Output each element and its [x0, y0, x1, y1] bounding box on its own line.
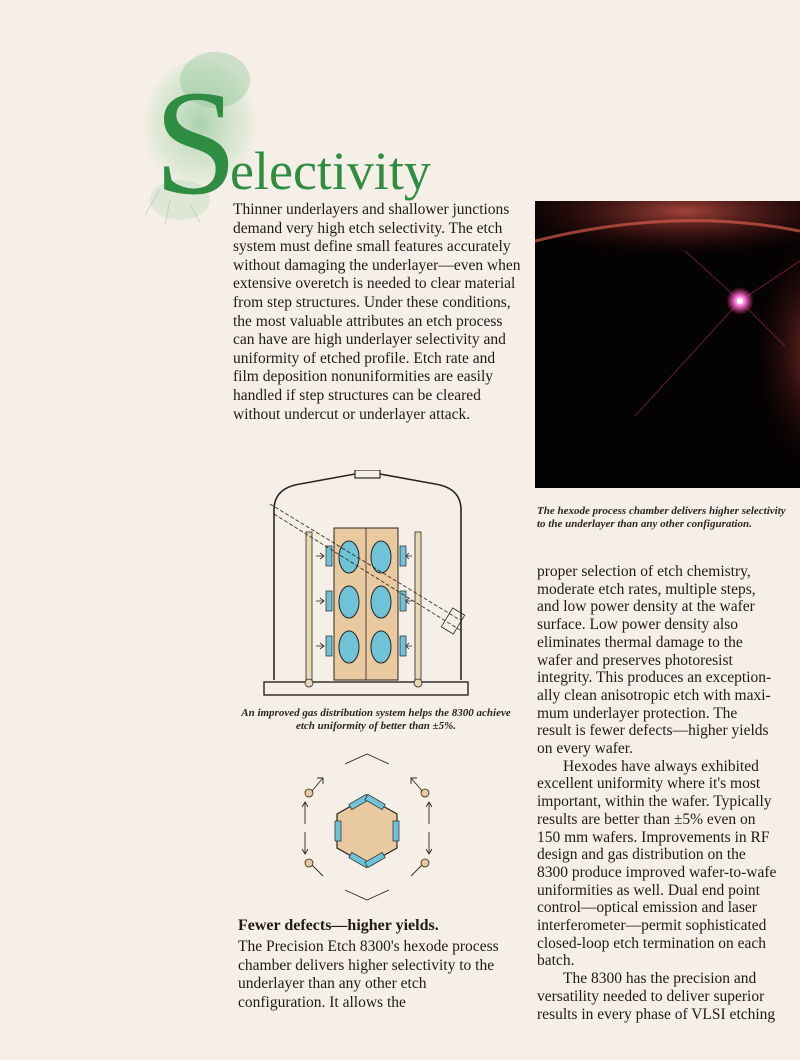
chamber-caption: An improved gas distribution system helps the 8300 achieve etch uniformity of better than ±5%.: [241, 707, 511, 732]
right-paragraph-1: [537, 563, 800, 758]
text-line: eliminates thermal damage to the: [537, 633, 743, 651]
photo-caption: The hexode process chamber delivers higher selectivity to the underlayer than any other configuration.: [537, 505, 786, 530]
text-line: 150 mm wafers. Improvements in RF: [537, 828, 770, 846]
text-line: on every wafer.: [537, 740, 633, 758]
section-heading: Fewer defects—higher yields.: [238, 917, 439, 934]
text-line: The 8300 has the precision and: [563, 970, 757, 988]
text-line: integrity. This produces an exception-: [537, 669, 772, 687]
right-paragraph-3: [537, 970, 800, 1023]
text-line: design and gas distribution on the: [537, 846, 746, 864]
text-line: mum underlayer protection. The: [537, 704, 738, 722]
hexode-chamber-photo: [535, 201, 800, 488]
text-line: surface. Low power density also: [537, 616, 739, 634]
chamber-diagram: [260, 470, 475, 700]
text-line: interferometer—permit sophisticated: [537, 917, 767, 935]
right-column-text: [537, 563, 800, 1023]
text-line: results in every phase of VLSI etching: [537, 1005, 776, 1023]
text-line: uniformities as well. Dual end point: [537, 881, 760, 899]
text-line: 8300 produce improved wafer-to-wafe: [537, 863, 777, 881]
text-line: Hexodes have always exhibited: [563, 757, 759, 775]
text-line: result is fewer defects—higher yields: [537, 722, 769, 740]
text-line: wafer and preserves photoresist: [537, 651, 733, 669]
text-line: closed-loop etch termination on each: [537, 934, 766, 952]
text-line: batch.: [537, 952, 575, 970]
text-line: proper selection of etch chemistry,: [537, 563, 751, 580]
text-line: ally clean anisotropic etch with maxi-: [537, 686, 771, 704]
hexode-top-view-diagram: [297, 752, 437, 902]
text-line: results are better than ±5% even on: [537, 810, 756, 828]
text-line: moderate etch rates, multiple steps,: [537, 580, 756, 598]
section-body-left: The Precision Etch 8300's hexode process chamber delivers higher selectivity to the underlayer than any other etch configuration. It allows the: [238, 938, 499, 1011]
text-line: excellent uniformity where it's most: [537, 775, 761, 793]
title-text: electivity: [230, 141, 431, 201]
intro-paragraph: Thinner underlayers and shallower junctions demand very high etch selectivity. The etch system must define small features accurately without damaging the underlayer—even when extensive overetch is needed to clear material from step structures. Under these conditions, the most valuable attributes an etch process can have are high underlayer selectivity and uniformity of etched profile. Etch rate and film deposition nonuniformities are easily handled if step structures can be cleared without undercut or underlayer attack.: [233, 201, 521, 423]
title-initial: S: [154, 60, 238, 226]
right-paragraph-2: [537, 758, 800, 970]
text-line: versatility needed to deliver superior: [537, 987, 765, 1005]
text-line: and low power density at the wafer: [537, 598, 755, 616]
text-line: control—optical emission and laser: [537, 899, 757, 917]
text-line: important, within the wafer. Typically: [537, 793, 772, 811]
